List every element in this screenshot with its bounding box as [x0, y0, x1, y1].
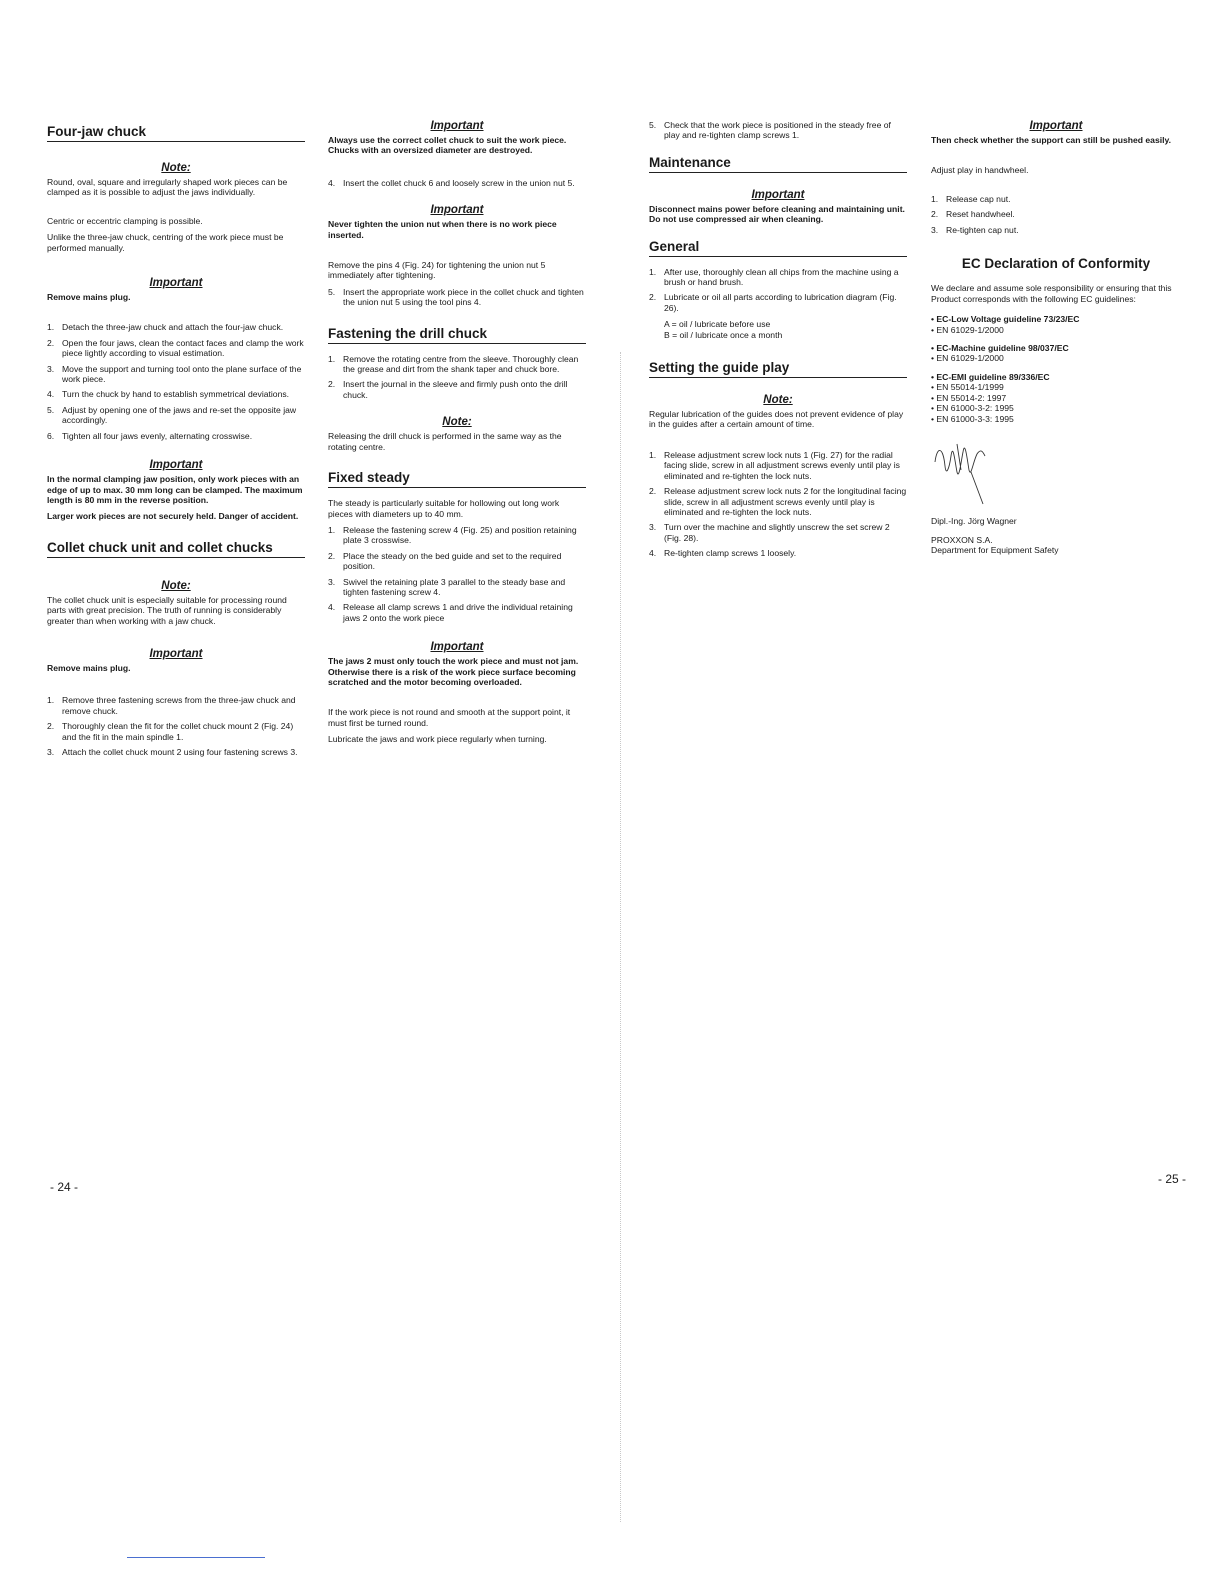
note-text: Releasing the drill chuck is performed in the same way as the rotating centre. — [328, 431, 562, 452]
paragraph: Remove the pins 4 (Fig. 24) for tightening the union nut 5 immediately after tightening. — [328, 260, 546, 281]
important-title: Important — [751, 188, 805, 201]
list-item: 5. Adjust by opening one of the jaws and re-set the opposite jaw accordingly. — [47, 404, 297, 426]
heading-fixed-steady: Fixed steady — [328, 470, 586, 488]
list-item: 3. Re-tighten cap nut. — [931, 224, 1019, 235]
heading-fastening-drill-chuck: Fastening the drill chuck — [328, 326, 586, 344]
important-title: Important — [430, 204, 484, 217]
list-item: 3. Swivel the retaining plate 3 parallel to the steady base and tighten fastening screw 4. — [328, 576, 566, 597]
steps-list — [328, 525, 586, 623]
important-text: Larger work pieces are not securely held. Danger of accident. — [47, 511, 299, 522]
list-item: 3. Move the support and turning tool onto the plane surface of the work piece. — [47, 363, 302, 385]
important-title: Important — [430, 120, 484, 132]
standard-item: • EN 55014-2: 1997 — [931, 392, 1007, 403]
steps-list — [328, 354, 586, 401]
list-item: 4. Insert the collet chuck 6 and loosely screw in the union nut 5. — [328, 177, 575, 188]
paragraph: Unlike the three-jaw chuck, centring of the work piece must be performed manually. — [47, 232, 284, 253]
paragraph: Lubricate the jaws and work piece regularly when turning. — [328, 734, 547, 745]
standard-item: • EN 61029-1/2000 — [931, 353, 1004, 364]
legend-item: B = oil / lubricate once a month — [664, 329, 783, 340]
note-text: The collet chuck unit is especially suitable for processing round parts with great precision. The truth of running is considerably greater than when working with a jaw chuck. — [47, 594, 287, 626]
ec-intro: We declare and assume sole responsibility or ensuring that this Product corresponds with the following EC guidelines: — [931, 283, 1172, 304]
list-item: 1. After use, thoroughly clean all chips from the machine using a brush or hand brush. — [649, 266, 899, 288]
list-item: 2. Release adjustment screw lock nuts 2 for the longitudinal facing slide, screw in all adjustment screws evenly until play is eliminated and re-tighten the lock nuts. — [649, 486, 907, 517]
list-item: 2. Lubricate or oil all parts according to lubrication diagram (Fig. 26). — [649, 292, 897, 313]
standard-item: • EN 55014-1/1999 — [931, 382, 1004, 393]
steps-list — [649, 120, 907, 141]
heading-general: General — [649, 239, 907, 257]
standard-item: • EN 61029-1/2000 — [931, 324, 1004, 335]
steps-list — [649, 267, 907, 314]
paragraph: If the work piece is not round and smooth at the support point, it must first be turned round. — [328, 707, 571, 728]
important-text: Always use the correct collet chuck to suit the work piece. Chucks with an oversized diameter are destroyed. — [328, 135, 567, 156]
list-item: 4. Re-tighten clamp screws 1 loosely. — [649, 548, 797, 559]
note-title: Note: — [442, 416, 472, 429]
list-item: 3. Turn over the machine and slightly unscrew the set screw 2 (Fig. 28). — [649, 522, 890, 543]
list-item: 1. Release the fastening screw 4 (Fig. 25) and position retaining plate 3 crosswise. — [328, 524, 577, 546]
list-item: 4. Turn the chuck by hand to establish symmetrical deviations. — [47, 389, 290, 400]
important-title: Important — [149, 459, 203, 472]
list-item: 2. Place the steady on the bed guide and set to the required position. — [328, 550, 562, 572]
important-title: Important — [1029, 120, 1083, 132]
guideline-group — [931, 314, 1181, 335]
important-title: Important — [430, 641, 484, 654]
lubrication-legend — [649, 319, 907, 340]
list-item: 2. Thoroughly clean the fit for the collet chuck mount 2 (Fig. 24) and the fit in the main spindle 1. — [47, 721, 294, 742]
column-1 — [47, 120, 305, 763]
list-item: 1. Release adjustment screw lock nuts 1 (Fig. 27) for the radial facing slide, screw in all adjustment screws evenly until play is eliminated and re-tighten the lock nuts. — [649, 449, 900, 481]
column-4 — [931, 120, 1181, 556]
signature-image — [931, 432, 1181, 512]
note-text: Regular lubrication of the guides does not prevent evidence of play in the guides after a certain amount of time. — [649, 409, 904, 430]
list-item: 5. Check that the work piece is positioned in the steady free of play and re-tighten clamp screws 1. — [649, 120, 891, 141]
department-name: Department for Equipment Safety — [931, 545, 1059, 556]
guideline-title: • EC-EMI guideline 89/336/EC — [931, 371, 1050, 382]
steps-list — [328, 287, 586, 308]
list-item: 3. Attach the collet chuck mount 2 using four fastening screws 3. — [47, 746, 298, 757]
heading-guide-play: Setting the guide play — [649, 360, 907, 378]
important-text: Disconnect mains power before cleaning and maintaining unit. Do not use compressed air when cleaning. — [649, 203, 905, 225]
important-text: In the normal clamping jaw position, only work pieces with an edge of up to max. 30 mm long can be clamped. The maximum length is 80 mm in the reverse position. — [47, 474, 303, 505]
steps-list — [328, 178, 586, 188]
steps-list — [47, 695, 305, 757]
important-text: Then check whether the support can still be pushed easily. — [931, 135, 1172, 145]
heading-four-jaw-chuck: Four-jaw chuck — [47, 124, 305, 142]
note-title: Note: — [161, 579, 191, 592]
steps-list — [649, 450, 907, 559]
bottom-rule — [127, 1557, 265, 1558]
note-text: Round, oval, square and irregularly shaped work pieces can be clamped as it is possible to adjust the jaws individually. — [47, 177, 288, 198]
steps-list — [931, 194, 1181, 235]
signatory-name: Dipl.-Ing. Jörg Wagner — [931, 516, 1017, 527]
important-text: Remove mains plug. — [47, 662, 131, 673]
page-gutter — [620, 352, 624, 1522]
important-text: Never tighten the union nut when there is no work piece inserted. — [328, 219, 557, 240]
guideline-group — [931, 372, 1181, 424]
list-item: 1. Detach the three-jaw chuck and attach the four-jaw chuck. — [47, 322, 284, 333]
company-name: PROXXON S.A. — [931, 534, 993, 545]
heading-collet-chuck: Collet chuck unit and collet chucks — [47, 540, 305, 558]
important-title: Important — [149, 277, 203, 290]
note-title: Note: — [763, 394, 793, 407]
standard-item: • EN 61000-3-3: 1995 — [931, 413, 1014, 424]
important-title: Important — [149, 647, 203, 660]
list-item: 1. Release cap nut. — [931, 193, 1011, 204]
important-text: The jaws 2 must only touch the work piece and must not jam. Otherwise there is a risk of the work piece surface becoming scratched and the motor becoming overloaded. — [328, 656, 579, 687]
guideline-title: • EC-Low Voltage guideline 73/23/EC — [931, 314, 1080, 325]
paragraph: Adjust play in handwheel. — [931, 165, 1029, 176]
paragraph: Centric or eccentric clamping is possible. — [47, 215, 203, 226]
ec-declaration-title: EC Declaration of Conformity — [961, 256, 1151, 272]
important-text: Remove mains plug. — [47, 292, 131, 303]
page-number-right: - 25 - — [1158, 1172, 1187, 1186]
paragraph: The steady is particularly suitable for hollowing out long work pieces with diameters up to 40 mm. — [328, 498, 560, 519]
guideline-title: • EC-Machine guideline 98/037/EC — [931, 343, 1069, 354]
steps-list — [47, 322, 305, 441]
note-title: Note: — [161, 162, 191, 174]
list-item: 2. Reset handwheel. — [931, 209, 1015, 220]
list-item: 1. Remove three fastening screws from the three-jaw chuck and remove chuck. — [47, 695, 296, 716]
list-item: 5. Insert the appropriate work piece in the collet chuck and tighten the union nut 5 using the tool pins 4. — [328, 286, 584, 308]
list-item: 4. Release all clamp screws 1 and drive the individual retaining jaws 2 onto the work piece — [328, 602, 573, 623]
standard-item: • EN 61000-3-2: 1995 — [931, 403, 1014, 414]
page-number-left: - 24 - — [50, 1180, 79, 1194]
list-item: 6. Tighten all four jaws evenly, alternating crosswise. — [47, 430, 253, 441]
list-item: 2. Open the four jaws, clean the contact faces and clamp the work piece lightly according to visual estimation. — [47, 337, 304, 359]
column-2 — [328, 120, 586, 751]
list-item: 2. Insert the journal in the sleeve and firmly push onto the drill chuck. — [328, 379, 568, 400]
list-item: 1. Remove the rotating centre from the sleeve. Thoroughly clean the grease and dirt from the shank taper and chuck bore. — [328, 353, 579, 375]
column-3 — [649, 120, 907, 565]
legend-item: A = oil / lubricate before use — [664, 319, 771, 330]
guideline-group — [931, 343, 1181, 364]
heading-maintenance: Maintenance — [649, 155, 907, 173]
